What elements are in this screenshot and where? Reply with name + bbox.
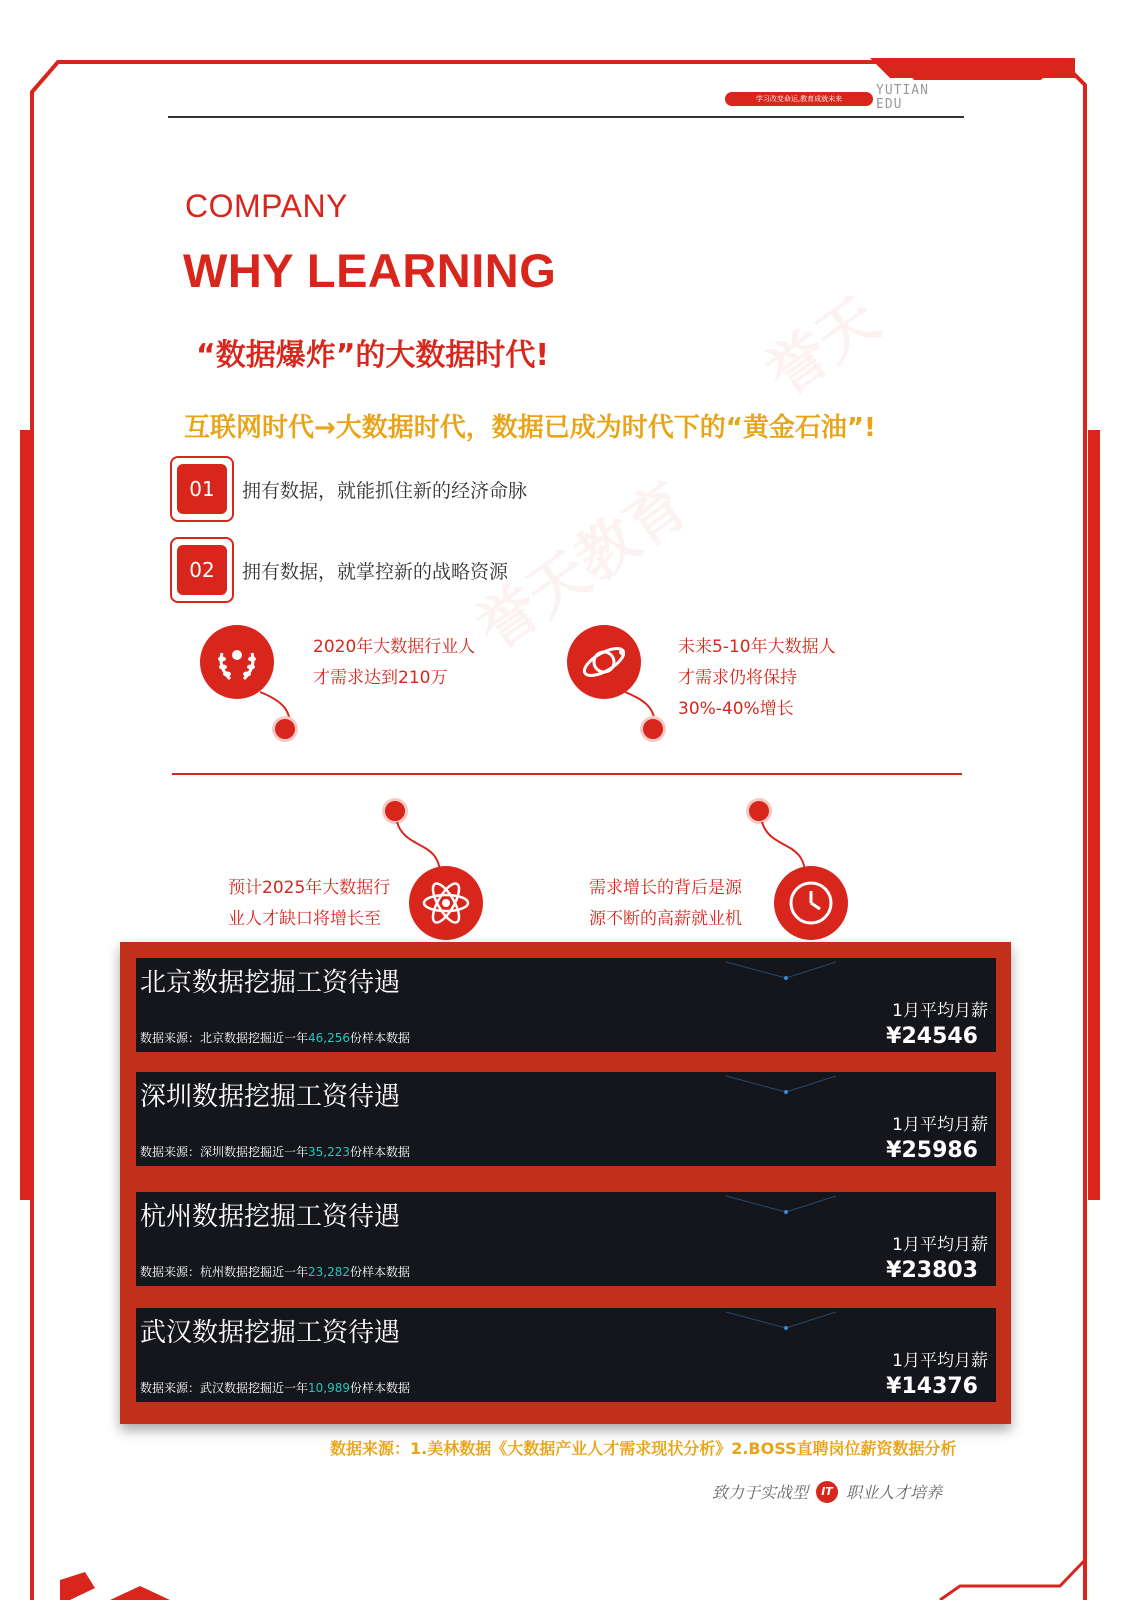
salary-card-source	[140, 1143, 410, 1160]
data-source-note: 数据来源：1.美林数据《大数据产业人才需求现状分析》2.BOSS直聘岗位薪资数据分析	[330, 1439, 957, 1458]
salary-card-label: 1月平均月薪	[892, 1001, 988, 1021]
brand-logo-bottom: EDU	[876, 97, 903, 112]
timeline-dot	[272, 716, 298, 742]
card-decoration	[726, 1192, 836, 1222]
card-decoration	[726, 1308, 836, 1338]
watermark: 誉天教育	[464, 469, 702, 665]
stat-line: 未来5-10年大数据人	[678, 637, 836, 657]
point-number-badge	[170, 456, 234, 522]
stat-text	[313, 632, 475, 694]
point-number: 02	[177, 545, 227, 595]
salary-panel	[120, 942, 1011, 1424]
timeline-dot	[640, 716, 666, 742]
stat-text	[589, 873, 742, 935]
salary-card-amount: ¥24546	[886, 1024, 978, 1049]
footer-tagline-left: 致力于实战型	[712, 1483, 809, 1502]
salary-card-title: 北京数据挖掘工资待遇	[140, 968, 401, 998]
brand-logo	[876, 84, 948, 114]
point-text: 拥有数据，就掌控新的战略资源	[242, 561, 509, 583]
source-suffix: 份样本数据	[350, 1381, 411, 1395]
point-item	[170, 456, 670, 522]
stat-line: 30%-40%增长	[678, 699, 794, 719]
salary-card-title: 深圳数据挖掘工资待遇	[140, 1082, 401, 1112]
source-count: 23,282	[308, 1265, 351, 1279]
salary-card-title: 武汉数据挖掘工资待遇	[140, 1318, 401, 1348]
source-prefix: 数据来源：深圳数据挖掘近一年	[140, 1145, 309, 1159]
source-prefix: 数据来源：杭州数据挖掘近一年	[140, 1265, 309, 1279]
point-text: 拥有数据，就能抓住新的经济命脉	[242, 480, 528, 502]
orbit-planet-icon	[567, 625, 641, 699]
stat-line: 需求增长的背后是源	[589, 878, 742, 898]
clock-icon	[774, 866, 848, 940]
point-number: 01	[177, 464, 227, 514]
stat-line: 才需求仍将保持	[678, 668, 797, 688]
stat-line: 源不断的高薪就业机	[589, 909, 742, 929]
atom-icon	[409, 866, 483, 940]
header-slogan: 学习改变命运,教育成就未来	[725, 92, 873, 106]
point-item	[170, 537, 670, 603]
salary-card-label: 1月平均月薪	[892, 1351, 988, 1371]
it-logo-icon: IT	[816, 1481, 838, 1503]
header-divider	[168, 116, 964, 118]
stat-line: 才需求达到210万	[313, 668, 448, 688]
source-count: 46,256	[308, 1031, 351, 1045]
salary-card-amount: ¥23803	[886, 1258, 978, 1283]
salary-card-amount: ¥14376	[886, 1374, 978, 1399]
brand-logo-top: YUTIAN	[876, 83, 929, 98]
laurel-wreath-icon	[200, 625, 274, 699]
stat-line: 2020年大数据行业人	[313, 637, 476, 657]
salary-card-label: 1月平均月薪	[892, 1235, 988, 1255]
source-suffix: 份样本数据	[350, 1031, 411, 1045]
stat-line: 预计2025年大数据行	[228, 878, 391, 898]
subheadline: 互联网时代→大数据时代，数据已成为时代下的“黄金石油”!	[184, 413, 876, 443]
source-suffix: 份样本数据	[350, 1145, 411, 1159]
source-suffix: 份样本数据	[350, 1265, 411, 1279]
stat-text	[678, 632, 836, 725]
point-number-badge	[170, 537, 234, 603]
salary-card-label: 1月平均月薪	[892, 1115, 988, 1135]
salary-card-source	[140, 1029, 410, 1046]
card-decoration	[726, 1072, 836, 1102]
source-prefix: 数据来源：武汉数据挖掘近一年	[140, 1381, 309, 1395]
footer-tagline	[712, 1480, 942, 1506]
salary-card-amount: ¥25986	[886, 1138, 978, 1163]
salary-card	[136, 1072, 996, 1166]
stat-line: 业人才缺口将增长至	[228, 909, 381, 929]
section-eyebrow: COMPANY	[185, 188, 348, 224]
section-title: WHY LEARNING	[183, 244, 557, 297]
salary-card-source	[140, 1379, 410, 1396]
salary-card	[136, 1192, 996, 1286]
source-prefix: 数据来源：北京数据挖掘近一年	[140, 1031, 309, 1045]
source-count: 35,223	[308, 1145, 351, 1159]
salary-card	[136, 1308, 996, 1402]
footer-tagline-right: 职业人才培养	[846, 1483, 943, 1502]
salary-card-source	[140, 1263, 410, 1280]
salary-card-title: 杭州数据挖掘工资待遇	[140, 1202, 401, 1232]
card-decoration	[726, 958, 836, 988]
headline: “数据爆炸”的大数据时代!	[196, 338, 550, 373]
stat-text	[228, 873, 390, 935]
timeline-divider	[172, 773, 962, 775]
salary-card	[136, 958, 996, 1052]
watermark: 誉天	[753, 284, 893, 411]
source-count: 10,989	[308, 1381, 351, 1395]
